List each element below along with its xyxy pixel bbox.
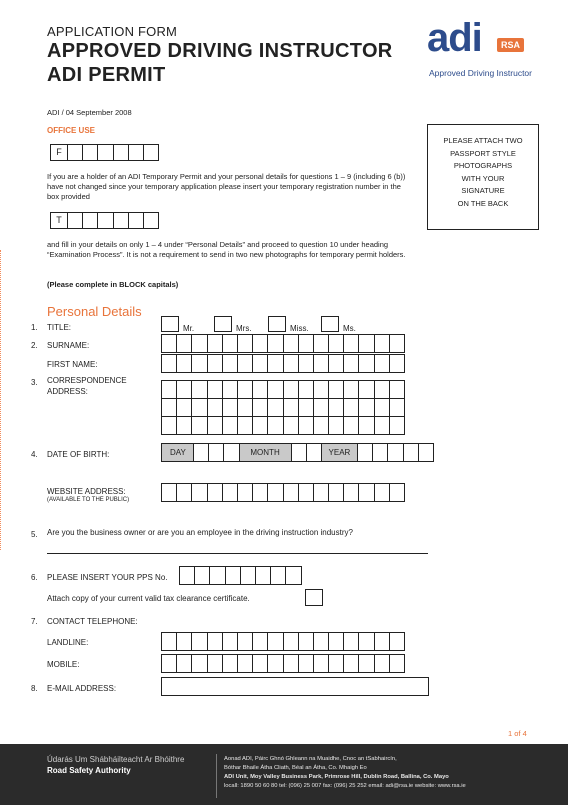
photo-attach-box [427, 124, 539, 230]
footer-address: Aonad ADI, Páirc Ghnó Ghleann na Muaidhe, Cnoc an tSabhaircín, Bóthar Bhaile Átha Cliath, Béal an Átha, Co. Mhaigh Eo ADI Unit, Moy Valley Business Park, Primrose Hill, Dublin Road, Ballina, Co. Mayo locall: 1890 50 60 80 tel: (096) 25 007 fax: (096) 25 252 email: adi@rsa.ie website: www.rsa.ie [224, 756, 466, 789]
title-mrs-checkbox[interactable] [214, 316, 232, 332]
input-cell[interactable] [313, 354, 329, 373]
input-cell[interactable] [374, 334, 390, 353]
input-cell[interactable] [237, 354, 253, 373]
landline-input[interactable] [161, 632, 405, 651]
input-cell[interactable] [267, 654, 283, 673]
input-cell[interactable] [298, 416, 314, 435]
input-cell[interactable] [207, 632, 223, 651]
input-cell[interactable] [267, 416, 283, 435]
q5-text: Are you the business owner or are you an employee in the driving instruction industry? [47, 528, 353, 537]
input-cell[interactable] [328, 654, 344, 673]
dob-input[interactable] [161, 443, 434, 462]
input-cell[interactable] [161, 632, 177, 651]
input-cell[interactable] [313, 334, 329, 353]
input-cell[interactable] [225, 566, 241, 585]
form-type: APPLICATION FORM [47, 24, 178, 39]
input-cell[interactable] [191, 416, 207, 435]
input-cell[interactable] [161, 416, 177, 435]
input-cell[interactable] [313, 483, 329, 502]
input-cell[interactable] [97, 144, 113, 161]
input-cell[interactable] [389, 654, 405, 673]
input-cell[interactable] [343, 380, 359, 399]
input-cell[interactable] [161, 354, 177, 373]
input-cell[interactable] [240, 566, 256, 585]
input-cell[interactable] [328, 416, 344, 435]
adi-logo [425, 16, 535, 82]
input-cell[interactable] [161, 398, 177, 417]
input-cell[interactable] [207, 334, 223, 353]
input-cell[interactable] [191, 654, 207, 673]
footer-english-name: Road Safety Authority [47, 766, 131, 775]
input-cell[interactable] [358, 483, 374, 502]
input-cell[interactable] [143, 144, 159, 161]
prefix-f: F [50, 144, 68, 161]
input-cell[interactable] [252, 354, 268, 373]
input-cell[interactable] [191, 354, 207, 373]
input-cell[interactable] [267, 398, 283, 417]
input-cell[interactable] [222, 398, 238, 417]
input-cell[interactable] [328, 632, 344, 651]
input-cell[interactable] [328, 354, 344, 373]
input-cell[interactable] [283, 380, 299, 399]
logo-caption: Approved Driving Instructor [429, 68, 532, 78]
input-cell[interactable] [418, 443, 434, 462]
address-line-2[interactable] [161, 398, 405, 417]
address-line-3[interactable] [161, 416, 405, 435]
input-cell[interactable] [207, 380, 223, 399]
input-cell[interactable] [298, 380, 314, 399]
input-cell[interactable] [252, 398, 268, 417]
office-after-text: and fill in your details on only 1 – 4 under “Personal Details” and proceed to question 10 under heading “Examination Process”. It is not a requirement to send in two new photographs for temporary permit holders. [47, 240, 406, 259]
input-cell[interactable] [128, 144, 144, 161]
q3-number: 3. [31, 378, 38, 387]
title-miss-checkbox[interactable] [268, 316, 286, 332]
address-line-1[interactable] [161, 380, 405, 399]
dob-month-label: MONTH [239, 443, 292, 462]
input-cell[interactable] [222, 334, 238, 353]
office-use-t-boxes[interactable] [50, 212, 159, 229]
input-cell[interactable] [374, 416, 390, 435]
title-ms-label: Ms. [343, 324, 356, 333]
input-cell[interactable] [161, 654, 177, 673]
input-cell[interactable] [191, 398, 207, 417]
input-cell[interactable] [193, 443, 209, 462]
office-intro-text: If you are a holder of an ADI Temporary Permit and your personal details for questions 1 – 9 (including 6 (b)) have not changed since your temporary application please insert your temporary registration number in the box provided [47, 172, 406, 201]
input-cell[interactable] [358, 632, 374, 651]
input-cell[interactable] [358, 380, 374, 399]
input-cell[interactable] [237, 632, 253, 651]
input-cell[interactable] [161, 334, 177, 353]
logo-badge: RSA [497, 38, 524, 52]
input-cell[interactable] [291, 443, 307, 462]
website-input[interactable] [161, 483, 405, 502]
input-cell[interactable] [343, 416, 359, 435]
input-cell[interactable] [176, 632, 192, 651]
input-cell[interactable] [267, 483, 283, 502]
input-cell[interactable] [161, 483, 177, 502]
input-cell[interactable] [252, 632, 268, 651]
input-cell[interactable] [113, 144, 129, 161]
input-cell[interactable] [328, 398, 344, 417]
input-cell[interactable] [194, 566, 210, 585]
input-cell[interactable] [358, 398, 374, 417]
input-cell[interactable] [237, 398, 253, 417]
input-cell[interactable] [207, 398, 223, 417]
input-cell[interactable] [389, 632, 405, 651]
input-cell[interactable] [313, 380, 329, 399]
pps-label: PLEASE INSERT YOUR PPS No. [47, 573, 168, 582]
form-reference: ADI / 04 September 2008 [47, 108, 132, 117]
tax-clearance-checkbox[interactable] [305, 589, 323, 606]
input-cell[interactable] [389, 354, 405, 373]
input-cell[interactable] [255, 566, 271, 585]
input-cell[interactable] [374, 483, 390, 502]
input-cell[interactable] [252, 654, 268, 673]
input-cell[interactable] [176, 380, 192, 399]
first-name-label: FIRST NAME: [47, 360, 98, 369]
input-cell[interactable] [389, 380, 405, 399]
input-cell[interactable] [298, 334, 314, 353]
input-cell[interactable] [237, 483, 253, 502]
photo-instructions: PLEASE ATTACH TWO PASSPORT STYLE PHOTOGRAPHS WITH YOUR SIGNATURE ON THE BACK [443, 136, 523, 208]
input-cell[interactable] [283, 632, 299, 651]
input-cell[interactable] [298, 632, 314, 651]
input-cell[interactable] [252, 416, 268, 435]
address-label-1: CORRESPONDENCE [47, 376, 127, 385]
input-cell[interactable] [237, 654, 253, 673]
footer-irish-name: Údarás Um Shábháilteacht Ar Bhóithre [47, 755, 185, 764]
input-cell[interactable] [207, 654, 223, 673]
input-cell[interactable] [128, 212, 144, 229]
input-cell[interactable] [328, 334, 344, 353]
input-cell[interactable] [67, 144, 83, 161]
input-cell[interactable] [82, 144, 98, 161]
input-cell[interactable] [207, 483, 223, 502]
email-label: E-MAIL ADDRESS: [47, 684, 117, 693]
input-cell[interactable] [176, 654, 192, 673]
input-cell[interactable] [176, 416, 192, 435]
title-ms-checkbox[interactable] [321, 316, 339, 332]
input-cell[interactable] [313, 654, 329, 673]
website-note: (AVAILABLE TO THE PUBLIC) [47, 497, 130, 503]
input-cell[interactable] [82, 212, 98, 229]
input-cell[interactable] [222, 380, 238, 399]
input-cell[interactable] [389, 334, 405, 353]
q6-number: 6. [31, 573, 38, 582]
dob-label: DATE OF BIRTH: [47, 450, 110, 459]
input-cell[interactable] [267, 354, 283, 373]
page-number: 1 of 4 [508, 729, 527, 738]
input-cell[interactable] [283, 354, 299, 373]
input-cell[interactable] [343, 354, 359, 373]
input-cell[interactable] [237, 416, 253, 435]
office-use-f-boxes[interactable] [50, 144, 159, 161]
dob-day-label: DAY [161, 443, 194, 462]
q1-number: 1. [31, 323, 38, 332]
mobile-input[interactable] [161, 654, 405, 673]
input-cell[interactable] [313, 398, 329, 417]
input-cell[interactable] [374, 632, 390, 651]
input-cell[interactable] [207, 416, 223, 435]
input-cell[interactable] [313, 416, 329, 435]
input-cell[interactable] [389, 416, 405, 435]
input-cell[interactable] [252, 334, 268, 353]
input-cell[interactable] [97, 212, 113, 229]
input-cell[interactable] [252, 380, 268, 399]
input-cell[interactable] [208, 443, 224, 462]
page-title: APPROVED DRIVING INSTRUCTOR [47, 40, 393, 62]
input-cell[interactable] [270, 566, 286, 585]
input-cell[interactable] [222, 354, 238, 373]
section-title: Personal Details [47, 304, 142, 319]
input-cell[interactable] [179, 566, 195, 585]
office-use-label: OFFICE USE [47, 126, 96, 135]
input-cell[interactable] [374, 380, 390, 399]
input-cell[interactable] [222, 416, 238, 435]
input-cell[interactable] [358, 654, 374, 673]
input-cell[interactable] [358, 354, 374, 373]
phone-label: CONTACT TELEPHONE: [47, 617, 138, 626]
input-cell[interactable] [343, 398, 359, 417]
input-cell[interactable] [222, 632, 238, 651]
input-cell[interactable] [283, 483, 299, 502]
input-cell[interactable] [191, 334, 207, 353]
input-cell[interactable] [283, 398, 299, 417]
page-subtitle: ADI PERMIT [47, 64, 166, 86]
pps-input[interactable] [179, 566, 302, 585]
input-cell[interactable] [374, 398, 390, 417]
input-cell[interactable] [252, 483, 268, 502]
q5-answer-line[interactable] [47, 553, 428, 554]
input-cell[interactable] [374, 654, 390, 673]
tax-clearance-label: Attach copy of your current valid tax clearance certificate. [47, 594, 250, 603]
block-capitals-note: (Please complete in BLOCK capitals) [47, 280, 179, 289]
title-mrs-label: Mrs. [236, 324, 252, 333]
input-cell[interactable] [343, 632, 359, 651]
input-cell[interactable] [306, 443, 322, 462]
page-margin-dots [0, 250, 1, 550]
input-cell[interactable] [161, 380, 177, 399]
input-cell[interactable] [207, 354, 223, 373]
input-cell[interactable] [191, 632, 207, 651]
input-cell[interactable] [191, 380, 207, 399]
input-cell[interactable] [343, 334, 359, 353]
input-cell[interactable] [389, 483, 405, 502]
input-cell[interactable] [389, 398, 405, 417]
input-cell[interactable] [313, 632, 329, 651]
q8-number: 8. [31, 684, 38, 693]
input-cell[interactable] [403, 443, 419, 462]
q5-number: 5. [31, 530, 38, 539]
input-cell[interactable] [298, 654, 314, 673]
input-cell[interactable] [358, 416, 374, 435]
input-cell[interactable] [191, 483, 207, 502]
landline-label: LANDLINE: [47, 638, 89, 647]
input-cell[interactable] [358, 334, 374, 353]
title-miss-label: Miss. [290, 324, 309, 333]
input-cell[interactable] [222, 483, 238, 502]
input-cell[interactable] [223, 443, 239, 462]
input-cell[interactable] [328, 483, 344, 502]
first-name-input[interactable] [161, 354, 405, 373]
input-cell[interactable] [298, 398, 314, 417]
q7-number: 7. [31, 617, 38, 626]
dob-year-label: YEAR [321, 443, 358, 462]
input-cell[interactable] [67, 212, 83, 229]
input-cell[interactable] [298, 483, 314, 502]
surname-label: SURNAME: [47, 341, 90, 350]
input-cell[interactable] [298, 354, 314, 373]
input-cell[interactable] [387, 443, 403, 462]
mobile-label: MOBILE: [47, 660, 80, 669]
input-cell[interactable] [343, 654, 359, 673]
input-cell[interactable] [222, 654, 238, 673]
email-input[interactable] [161, 677, 429, 696]
input-cell[interactable] [143, 212, 159, 229]
footer-divider [216, 754, 217, 798]
input-cell[interactable] [176, 483, 192, 502]
prefix-t: T [50, 212, 68, 229]
input-cell[interactable] [357, 443, 373, 462]
input-cell[interactable] [372, 443, 388, 462]
website-label: WEBSITE ADDRESS: [47, 487, 126, 496]
title-mr-checkbox[interactable] [161, 316, 179, 332]
input-cell[interactable] [237, 380, 253, 399]
input-cell[interactable] [283, 654, 299, 673]
logo-wordmark: adi [427, 16, 482, 60]
title-mr-label: Mr. [183, 324, 195, 333]
input-cell[interactable] [283, 334, 299, 353]
footer [0, 744, 568, 805]
input-cell[interactable] [176, 334, 192, 353]
input-cell[interactable] [267, 380, 283, 399]
input-cell[interactable] [285, 566, 301, 585]
input-cell[interactable] [343, 483, 359, 502]
surname-input[interactable] [161, 334, 405, 353]
q2-number: 2. [31, 341, 38, 350]
input-cell[interactable] [209, 566, 225, 585]
title-label: TITLE: [47, 323, 72, 332]
input-cell[interactable] [267, 632, 283, 651]
input-cell[interactable] [237, 334, 253, 353]
input-cell[interactable] [328, 380, 344, 399]
input-cell[interactable] [374, 354, 390, 373]
input-cell[interactable] [176, 354, 192, 373]
input-cell[interactable] [113, 212, 129, 229]
q4-number: 4. [31, 450, 38, 459]
input-cell[interactable] [267, 334, 283, 353]
input-cell[interactable] [283, 416, 299, 435]
input-cell[interactable] [176, 398, 192, 417]
address-label-2: ADDRESS: [47, 387, 88, 396]
